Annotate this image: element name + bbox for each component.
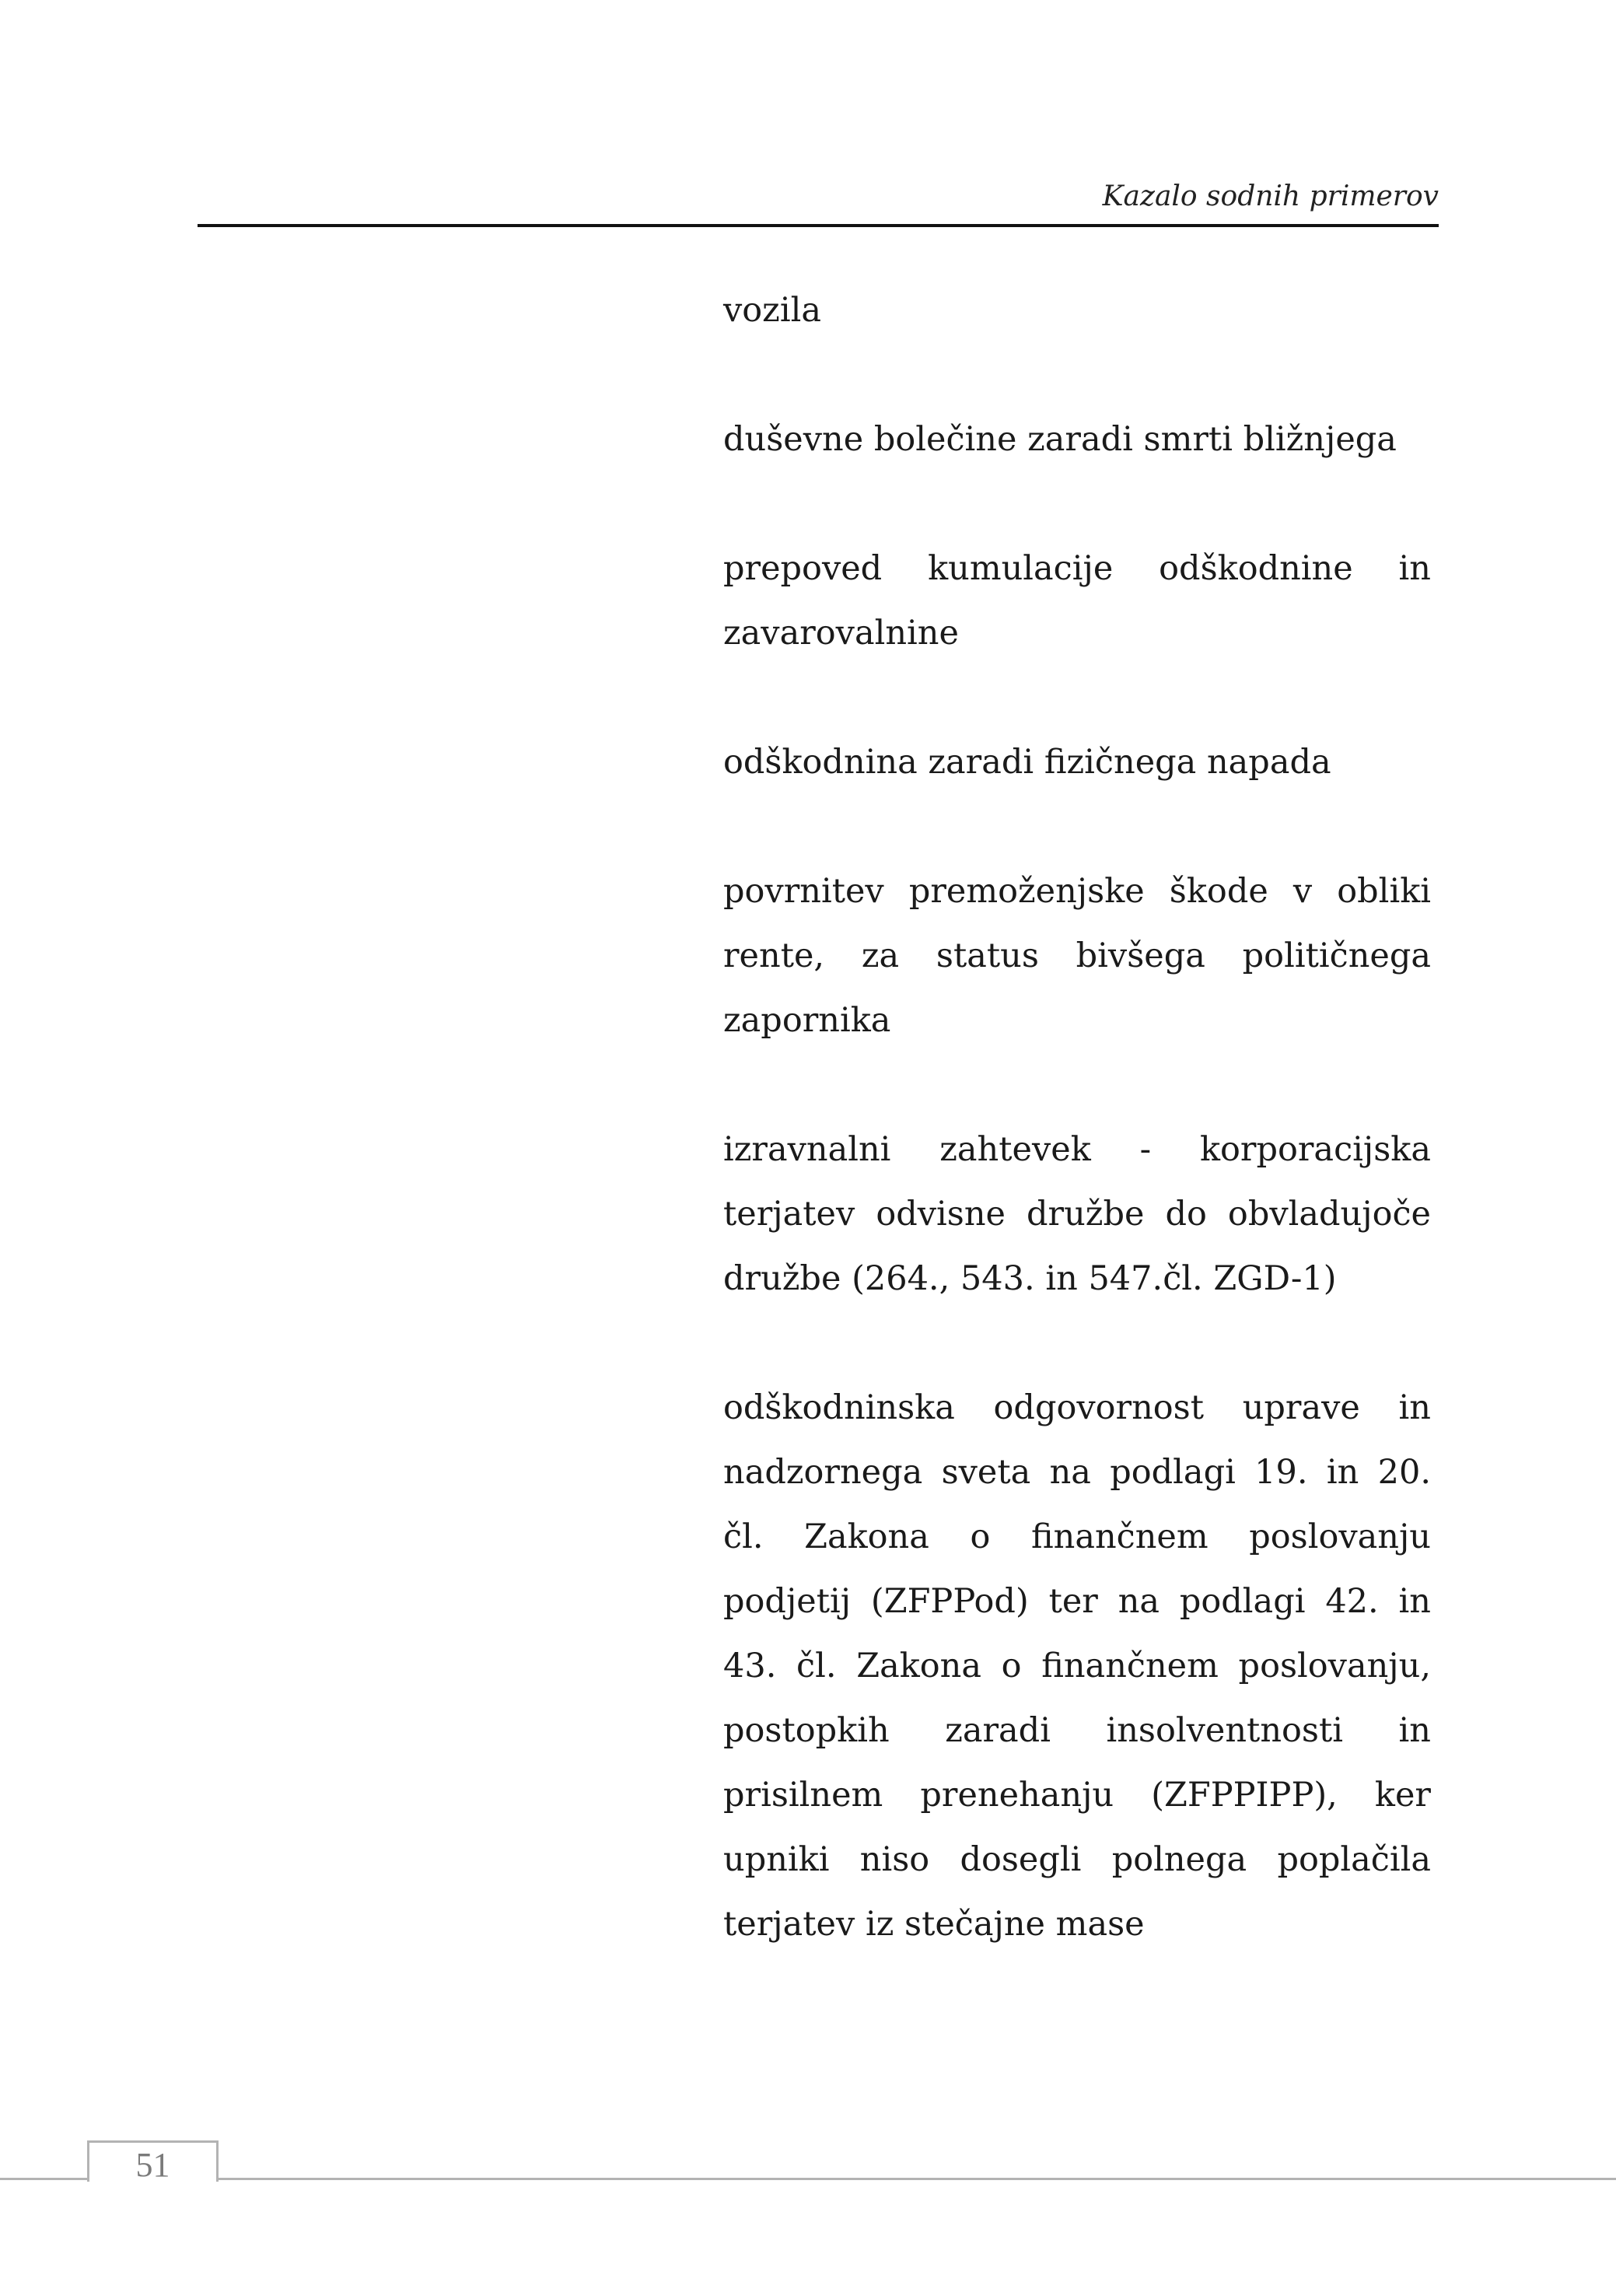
footer-rule-right [216, 2178, 1616, 2180]
index-entry: odškodninska odgovornost uprave in nadzornega sveta na podlagi 19. in 20. čl. Zakona o finančnem poslovanju podjetij (ZFPPod) ter na podlagi 42. in 43. čl. Zakona o finančnem poslovanju, postopkih zaradi insolventnosti in prisilnem prenehanju (ZFPPIPP), ker upniki niso dosegli polnega poplačila terjatev iz stečajne mase [723, 1388, 1431, 1944]
index-entry: vozila [723, 291, 821, 330]
header-rule [198, 224, 1439, 227]
index-entry: duševne bolečine zaradi smrti bližnjega [723, 420, 1397, 459]
footer-rule-left [0, 2178, 87, 2180]
index-entry: izravnalni zahtevek - korporacijska terjatev odvisne družbe do obvladujoče družbe (264., 543. in 547.čl. ZGD-1) [723, 1130, 1431, 1298]
index-entry: odškodnina zaradi fizičnega napada [723, 743, 1331, 782]
page-number: 51 [135, 2146, 170, 2184]
running-header-title: Kazalo sodnih primerov [1102, 180, 1439, 212]
index-entry: prepoved kumulacije odškodnine in zavarovalnine [723, 549, 1431, 653]
index-entry: povrnitev premoženjske škode v obliki rente, za status bivšega političnega zapornika [723, 872, 1431, 1040]
index-entry-list [723, 278, 1431, 2021]
